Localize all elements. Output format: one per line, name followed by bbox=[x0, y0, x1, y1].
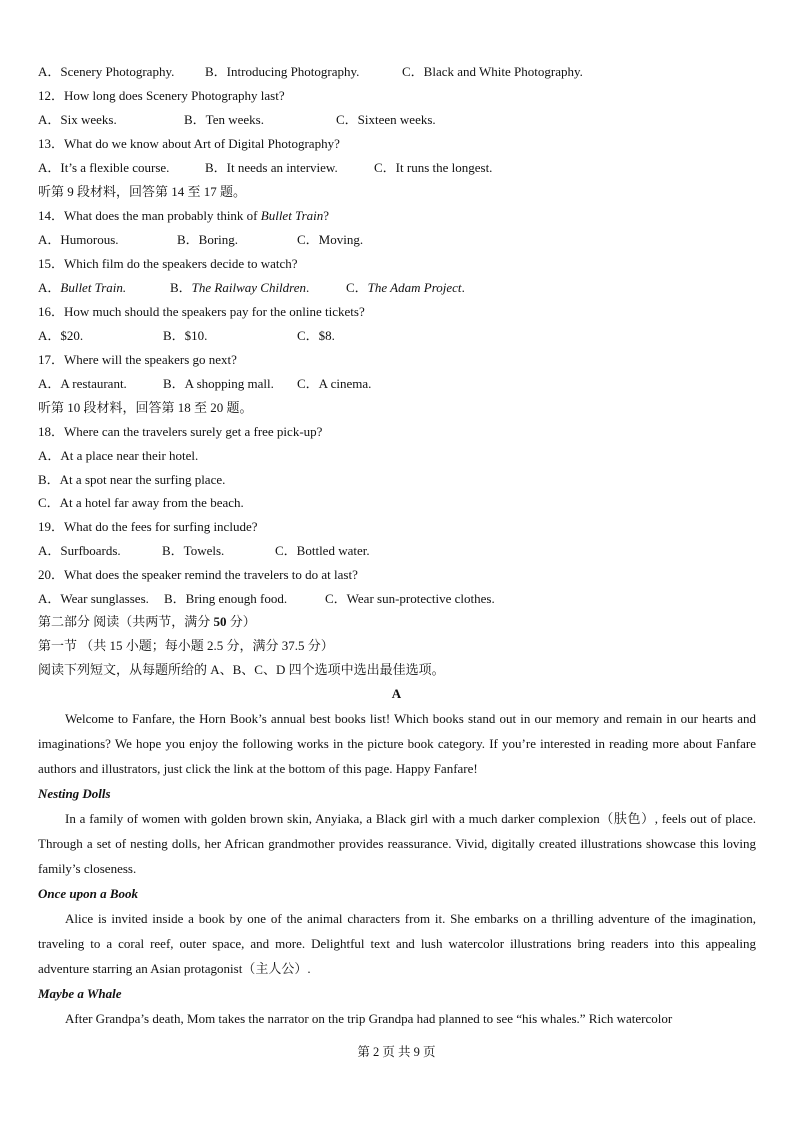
q16-stem: 16．How much should the speakers pay for the online tickets? bbox=[38, 304, 365, 319]
option-b: B．Boring. bbox=[177, 232, 239, 247]
q20-options bbox=[38, 591, 495, 607]
q14-stem-end: ? bbox=[323, 208, 330, 223]
book-description: After Grandpa’s death, Mom takes the narrator on the trip Grandpa had planned to see “his whales.” Rich watercolor bbox=[65, 1011, 673, 1026]
q15-options bbox=[38, 280, 465, 296]
q13-options bbox=[38, 160, 492, 176]
q19-stem: 19．What do the fees for surfing include? bbox=[38, 519, 258, 534]
option-c: C．Wear sun-protective clothes. bbox=[325, 591, 495, 606]
part-2-heading-text: 第二部分 阅读（共两节，满分 bbox=[38, 614, 214, 629]
q17-stem: 17．Where will the speakers go next? bbox=[38, 352, 237, 367]
option-c: C．Moving. bbox=[297, 232, 364, 247]
book-description: In a family of women with golden brown skin, Anyiaka, a Black girl with a much darker complexion（肤色）, feels out of place. Through a set of nesting dolls, her African grandmother provides reassurance. Vivid, digitally created illustrations showcase this loving family’s closeness. bbox=[38, 811, 756, 876]
option-a: A．Humorous. bbox=[38, 232, 119, 247]
q18-option-c: C．At a hotel far away from the beach. bbox=[38, 495, 244, 510]
option-c-end: . bbox=[461, 280, 465, 295]
option-a: A．Wear sunglasses. bbox=[38, 591, 149, 606]
q19-options bbox=[38, 543, 370, 559]
q13-stem: 13．What do we know about Art of Digital Photography? bbox=[38, 136, 340, 151]
option-b: B．It needs an interview. bbox=[205, 160, 338, 175]
q18-option-a: A．At a place near their hotel. bbox=[38, 448, 199, 463]
option-c: C．A cinema. bbox=[297, 376, 372, 391]
book-title: Once upon a Book bbox=[38, 886, 139, 901]
option-b bbox=[170, 280, 346, 296]
passage-intro: Welcome to Fanfare, the Horn Book’s annual best books list! Which books stand out in our memory and remain in our hearts and imaginations? We hope you enjoy the following works in the picture book category. If you’re interested in reading more about Fanfare authors and illustrators, just click the link at the bottom of this page. Happy Fanfare! bbox=[38, 711, 756, 776]
q18-stem: 18．Where can the travelers surely get a free pick-up? bbox=[38, 424, 323, 439]
q12-stem: 12．How long does Scenery Photography last? bbox=[38, 88, 285, 103]
option-c: C．Sixteen weeks. bbox=[336, 112, 436, 127]
page-number: 第 2 页 共 9 页 bbox=[357, 1045, 436, 1059]
part-2-heading-end: 分） bbox=[226, 614, 256, 629]
q14-film-title: Bullet Train bbox=[260, 208, 324, 223]
section-9-instruction: 听第 9 段材料，回答第 14 至 17 题。 bbox=[38, 184, 247, 199]
option-c-letter: C． bbox=[346, 280, 368, 295]
part-2-heading bbox=[38, 614, 256, 630]
option-a bbox=[38, 280, 170, 296]
q14-stem bbox=[38, 208, 329, 224]
section-1-heading: 第一节 （共 15 小题；每小题 2.5 分，满分 37.5 分） bbox=[38, 638, 334, 653]
reading-instruction: 阅读下列短文，从每题所给的 A、B、C、D 四个选项中选出最佳选项。 bbox=[38, 662, 445, 677]
option-b: B．Ten weeks. bbox=[184, 112, 264, 127]
section-10-instruction: 听第 10 段材料，回答第 18 至 20 题。 bbox=[38, 400, 253, 415]
option-c: C．Bottled water. bbox=[275, 543, 370, 558]
option-b: B．Bring enough food. bbox=[164, 591, 288, 606]
option-a-letter: A． bbox=[38, 280, 61, 295]
option-b-letter: B． bbox=[170, 280, 192, 295]
q14-options bbox=[38, 232, 363, 248]
book-description: Alice is invited inside a book by one of the animal characters from it. She embarks on a thrilling adventure of the imagination, traveling to a coral reef, outer space, and more. Delightful text and lush watercolor illustrations bring readers into this appealing adventure starring an Asian protagonist（主人公）. bbox=[38, 911, 756, 976]
option-a-title: Bullet Train. bbox=[60, 280, 127, 295]
option-c-title: The Adam Project bbox=[367, 280, 462, 295]
option-c: C．Black and White Photography. bbox=[402, 64, 583, 79]
q16-options bbox=[38, 328, 335, 344]
q18-option-b: B．At a spot near the surfing place. bbox=[38, 472, 226, 487]
option-b-title: The Railway Children bbox=[191, 280, 307, 295]
q11-options bbox=[38, 64, 583, 80]
option-b: B．Introducing Photography. bbox=[205, 64, 360, 79]
option-b-end: . bbox=[306, 280, 310, 295]
q15-stem: 15．Which film do the speakers decide to watch? bbox=[38, 256, 298, 271]
option-c: C．It runs the longest. bbox=[374, 160, 493, 175]
book-title: Maybe a Whale bbox=[38, 986, 122, 1001]
book-title: Nesting Dolls bbox=[38, 786, 111, 801]
option-b: B．$10. bbox=[163, 328, 208, 343]
option-a: A．$20. bbox=[38, 328, 84, 343]
option-a: A．It’s a flexible course. bbox=[38, 160, 170, 175]
option-b: B．Towels. bbox=[162, 543, 225, 558]
option-c bbox=[346, 280, 465, 296]
option-a: A．Six weeks. bbox=[38, 112, 117, 127]
passage-label: A bbox=[391, 686, 402, 701]
option-a: A．Surfboards. bbox=[38, 543, 121, 558]
option-a: A．Scenery Photography. bbox=[38, 64, 175, 79]
option-a: A．A restaurant. bbox=[38, 376, 127, 391]
part-2-score: 50 bbox=[213, 614, 227, 629]
option-c: C．$8. bbox=[297, 328, 335, 343]
q14-stem-text: 14．What does the man probably think of bbox=[38, 208, 261, 223]
q17-options bbox=[38, 376, 371, 392]
q20-stem: 20．What does the speaker remind the travelers to do at last? bbox=[38, 567, 358, 582]
option-b: B．A shopping mall. bbox=[163, 376, 274, 391]
q12-options bbox=[38, 112, 436, 128]
